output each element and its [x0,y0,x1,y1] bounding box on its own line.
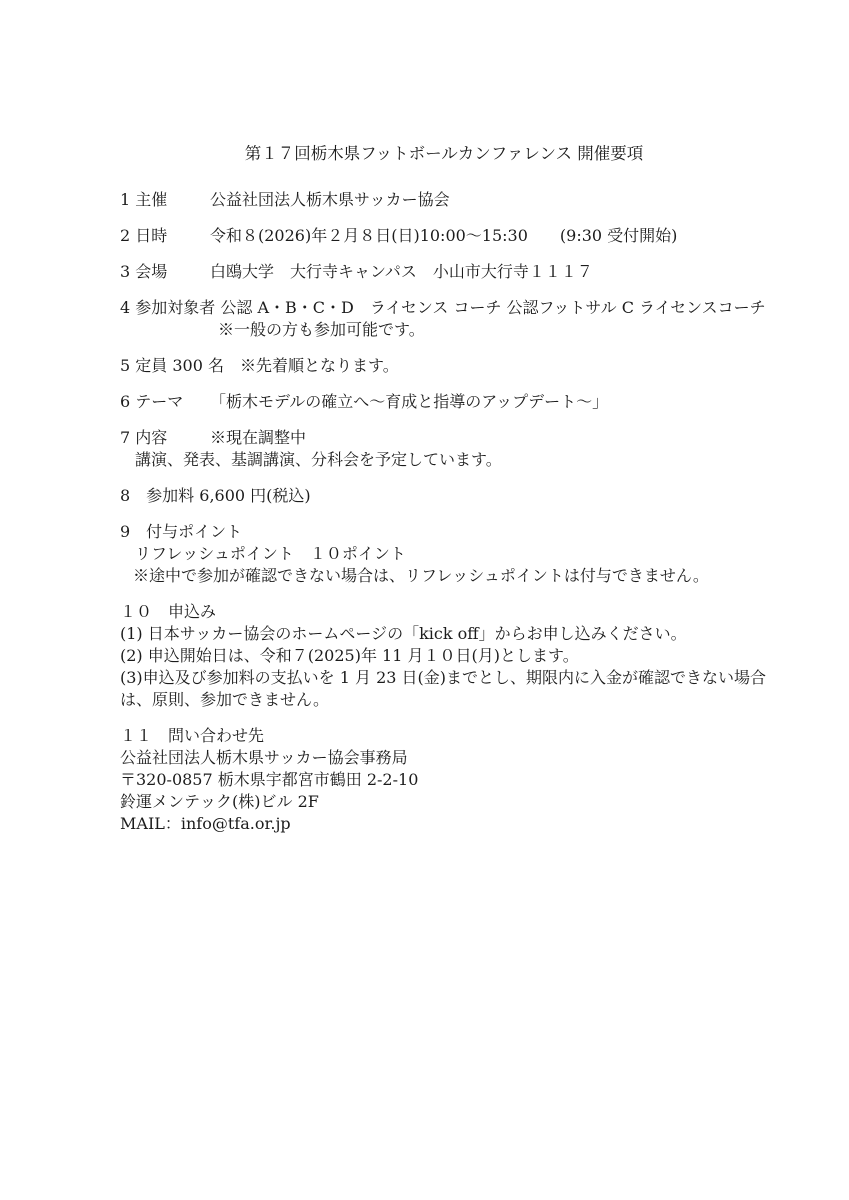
section-6-heading: 6 テーマ [120,392,184,411]
contact-building: 鈴運メンテック(株)ビル 2F [120,792,319,811]
section-11-heading: １１ 問い合わせ先 [120,726,265,745]
section-3-heading: 3 会場 [120,262,168,281]
section-6-theme [120,391,768,413]
section-10-application [120,601,768,711]
section-2-body: 令和８(2026)年２月８日(日)10:00～15:30 (9:30 受付開始) [210,226,678,245]
section-4-eligibility [120,297,768,341]
section-7-row [120,427,768,449]
section-9-heading: 9 付与ポイント [120,522,243,541]
section-5-line: 5 定員 300 名 ※先着順となります。 [120,356,399,375]
section-5-capacity [120,355,768,377]
section-4-line: 4 参加対象者 公認 A・B・C・D ライセンス コーチ 公認フットサル C ライセンスコーチ [120,298,766,317]
document-title: 第１７回栃木県フットボールカンファレンス 開催要項 [244,144,644,163]
section-1-heading: 1 主催 [120,190,168,209]
contact-organization: 公益社団法人栃木県サッカー協会事務局 [120,748,408,767]
section-4-note: ※一般の方も参加可能です。 [218,320,425,339]
section-11-contact [120,725,768,835]
section-8-line: 8 参加料 6,600 円(税込) [120,486,311,505]
section-1-organizer [120,189,768,211]
section-10-heading: １０ 申込み [120,602,217,621]
section-9-note: ※途中で参加が確認できない場合は、リフレッシュポイントは付与できません。 [133,566,709,585]
section-1-body: 公益社団法人栃木県サッカー協会 [210,190,450,209]
document-content [120,143,768,849]
section-10-step1: (1) 日本サッカー協会のホームページの「kick off」からお申し込みください。 [120,624,687,643]
section-8-fee [120,485,768,507]
section-2-datetime [120,225,768,247]
section-10-step3-continuation: は、原則、参加できません。 [120,690,329,709]
section-3-venue [120,261,768,283]
contact-email: MAIL：info@tfa.or.jp [120,814,291,833]
section-7-contents [120,427,768,471]
section-7-detail: 講演、発表、基調講演、分科会を予定しています。 [135,450,502,469]
section-7-heading: 7 内容 [120,428,168,447]
section-6-body: 「栃木モデルの確立へ～育成と指導のアップデート～」 [210,392,609,411]
section-10-step3: (3)申込及び参加料の支払いを 1 月 23 日(金)までとし、期限内に入金が確認できない場合 [120,668,767,687]
section-3-body: 白鴎大学 大行寺キャンパス 小山市大行寺１１１７ [210,262,593,281]
section-10-step2: (2) 申込開始日は、令和７(2025)年 11 月１０日(月)とします。 [120,646,579,665]
section-2-heading: 2 日時 [120,226,168,245]
section-9-points [120,521,768,587]
section-9-point: リフレッシュポイント １０ポイント [135,544,406,563]
section-7-status: ※現在調整中 [210,428,307,447]
contact-address: 〒320-0857 栃木県宇都宮市鶴田 2-2-10 [120,770,419,789]
